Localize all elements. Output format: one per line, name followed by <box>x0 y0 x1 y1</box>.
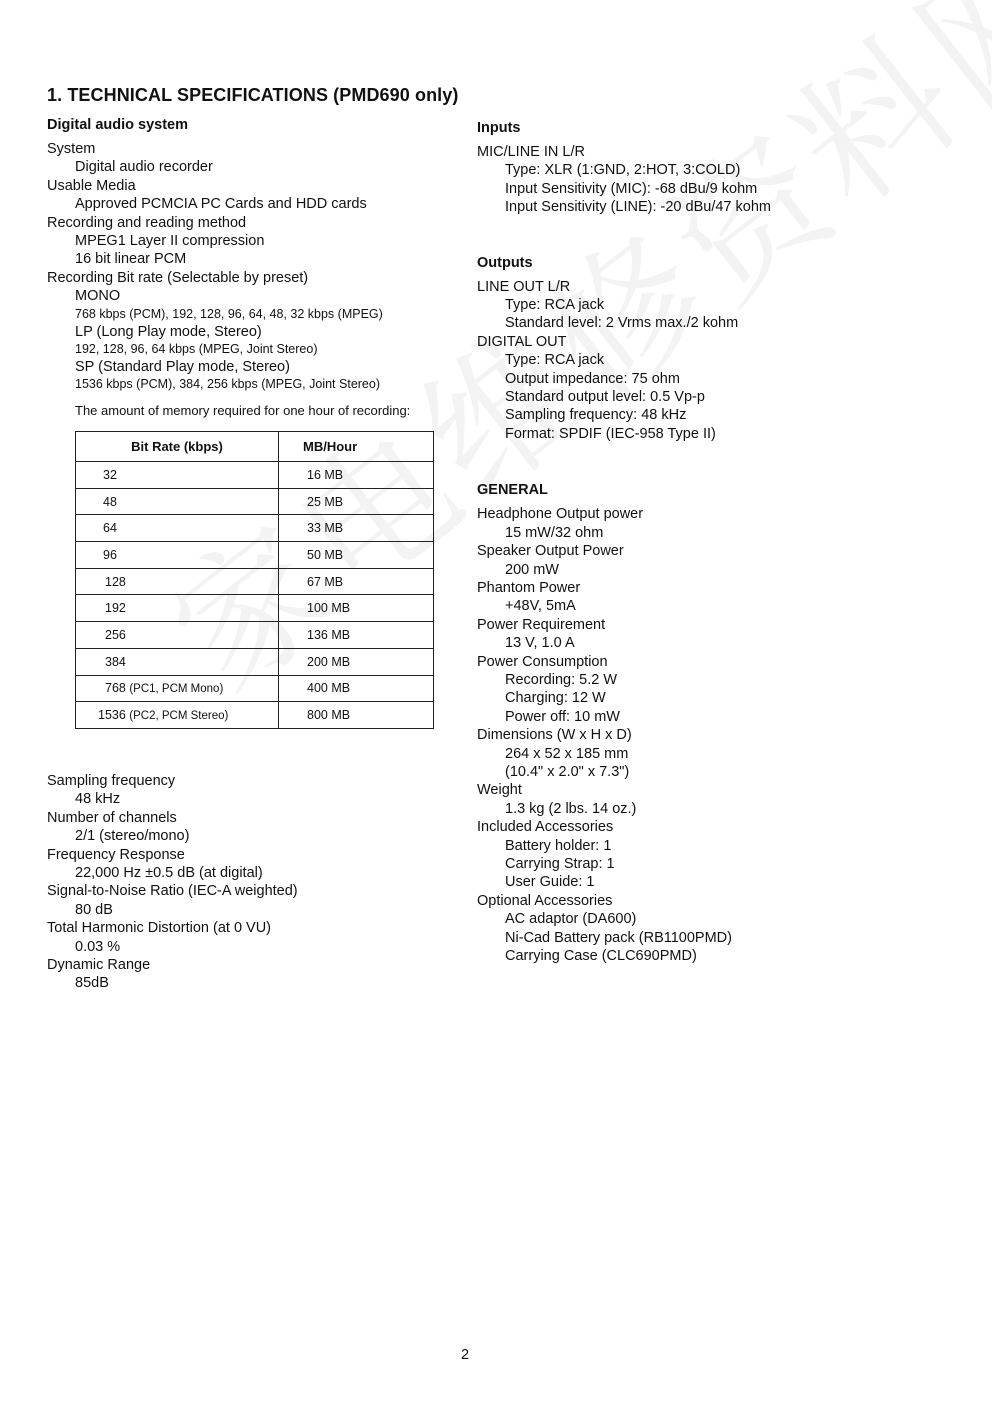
snr-label: Signal-to-Noise Ratio (IEC-A weighted) <box>47 883 298 900</box>
audio-performance-section <box>47 772 447 993</box>
line-out-level: Standard level: 2 Vrms max./2 kohm <box>505 315 739 332</box>
digital-audio-heading: Digital audio system <box>47 117 189 133</box>
sp-label: SP (Standard Play mode, Stereo) <box>75 358 290 375</box>
bitrate-cell <box>76 675 279 702</box>
mb-cell: 25 MB <box>279 488 434 515</box>
bitrate-note: (PC1, PCM Mono) <box>129 683 224 696</box>
inputs-heading: Inputs <box>477 120 521 136</box>
sampling-value: 48 kHz <box>75 791 121 808</box>
table-row <box>76 542 434 569</box>
media-label: Usable Media <box>47 177 136 194</box>
bitrate-cell: 384 <box>76 648 279 675</box>
mic-type: Type: XLR (1:GND, 2:HOT, 3:COLD) <box>505 162 741 179</box>
bitrate-cell <box>76 702 279 729</box>
mb-cell: 16 MB <box>279 462 434 489</box>
digital-audio-section <box>47 116 447 420</box>
freq-label: Frequency Response <box>47 846 185 863</box>
lp-label: LP (Long Play mode, Stereo) <box>75 323 262 340</box>
optional-accessory-item: Carrying Case (CLC690PMD) <box>505 948 697 965</box>
table-row <box>76 515 434 542</box>
bitrate-cell: 256 <box>76 622 279 649</box>
bitrate-cell: 128 <box>76 568 279 595</box>
mb-cell: 50 MB <box>279 542 434 569</box>
sp-rates: 1536 kbps (PCM), 384, 256 kbps (MPEG, Joint Stereo) <box>75 377 380 392</box>
speaker-label: Speaker Output Power <box>477 543 624 560</box>
power-requirement-label: Power Requirement <box>477 616 606 633</box>
line-out-label: LINE OUT L/R <box>477 278 571 295</box>
bitrate-cell: 64 <box>76 515 279 542</box>
digital-out-sampling: Sampling frequency: 48 kHz <box>505 407 687 424</box>
dimensions-inch: (10.4" x 2.0" x 7.3") <box>505 763 630 780</box>
system-label: System <box>47 141 96 157</box>
method-value-1: MPEG1 Layer II compression <box>75 233 265 250</box>
snr-value: 80 dB <box>75 901 113 918</box>
line-sensitivity: Input Sensitivity (LINE): -20 dBu/47 kohm <box>505 199 771 216</box>
consumption-off: Power off: 10 mW <box>505 708 620 725</box>
bitrate-value: 1536 <box>98 708 126 723</box>
included-accessories-label: Included Accessories <box>477 819 614 836</box>
method-label: Recording and reading method <box>47 214 247 231</box>
headphone-value: 15 mW/32 ohm <box>505 524 604 541</box>
table-row <box>76 568 434 595</box>
channels-value: 2/1 (stereo/mono) <box>75 828 190 845</box>
speaker-value: 200 mW <box>505 561 559 578</box>
channels-label: Number of channels <box>47 809 177 826</box>
power-consumption-label: Power Consumption <box>477 653 608 670</box>
consumption-recording: Recording: 5.2 W <box>505 671 618 688</box>
column-header-bitrate: Bit Rate (kbps) <box>76 432 279 462</box>
freq-value: 22,000 Hz ±0.5 dB (at digital) <box>75 865 263 882</box>
table-row <box>76 488 434 515</box>
digital-out-label: DIGITAL OUT <box>477 333 567 350</box>
table-header-row <box>76 432 434 462</box>
mic-line-label: MIC/LINE IN L/R <box>477 144 585 160</box>
method-value-2: 16 bit linear PCM <box>75 251 187 268</box>
mono-label: MONO <box>75 288 121 305</box>
page-title: 1. TECHNICAL SPECIFICATIONS (PMD690 only) <box>47 85 459 105</box>
dimensions-label: Dimensions (W x H x D) <box>477 727 632 744</box>
bitrate-label: Recording Bit rate (Selectable by preset) <box>47 269 309 286</box>
line-out-type: Type: RCA jack <box>505 297 605 314</box>
bitrate-note: (PC2, PCM Stereo) <box>129 710 229 723</box>
digital-out-type: Type: RCA jack <box>505 352 605 369</box>
sampling-label: Sampling frequency <box>47 773 176 789</box>
optional-accessory-item: AC adaptor (DA600) <box>505 911 637 928</box>
outputs-heading: Outputs <box>477 254 533 271</box>
system-value: Digital audio recorder <box>75 159 213 176</box>
mb-cell: 136 MB <box>279 622 434 649</box>
bitrate-value: 768 <box>105 681 126 696</box>
accessory-item: User Guide: 1 <box>505 874 595 891</box>
mic-sensitivity: Input Sensitivity (MIC): -68 dBu/9 kohm <box>505 180 758 197</box>
bitrate-cell: 96 <box>76 542 279 569</box>
lp-rates: 192, 128, 96, 64 kbps (MPEG, Joint Stereo) <box>75 341 318 356</box>
column-header-mbhour: MB/Hour <box>279 432 434 462</box>
table-row <box>76 675 434 702</box>
thd-label: Total Harmonic Distortion (at 0 VU) <box>47 920 272 937</box>
table-row <box>76 462 434 489</box>
accessory-item: Battery holder: 1 <box>505 837 612 854</box>
digital-out-format: Format: SPDIF (IEC-958 Type II) <box>505 425 716 442</box>
digital-out-impedance: Output impedance: 75 ohm <box>505 370 680 387</box>
optional-accessories-label: Optional Accessories <box>477 892 613 909</box>
bitrate-cell: 32 <box>76 462 279 489</box>
bitrate-cell: 48 <box>76 488 279 515</box>
dynamic-range-label: Dynamic Range <box>47 957 151 974</box>
table-row <box>76 622 434 649</box>
mb-cell: 200 MB <box>279 648 434 675</box>
general-heading: GENERAL <box>477 482 548 499</box>
thd-value: 0.03 % <box>75 938 121 955</box>
optional-accessory-item: Ni-Cad Battery pack (RB1100PMD) <box>505 929 732 946</box>
table-row <box>76 702 434 729</box>
memory-note: The amount of memory required for one hour of recording: <box>75 403 411 419</box>
phantom-label: Phantom Power <box>477 579 581 596</box>
dimensions-mm: 264 x 52 x 185 mm <box>505 745 629 762</box>
mb-cell: 100 MB <box>279 595 434 622</box>
headphone-label: Headphone Output power <box>477 506 644 523</box>
mb-cell: 67 MB <box>279 568 434 595</box>
power-requirement-value: 13 V, 1.0 A <box>505 635 575 652</box>
mono-rates: 768 kbps (PCM), 192, 128, 96, 64, 48, 32 kbps (MPEG) <box>75 306 383 321</box>
table-row <box>76 595 434 622</box>
consumption-charging: Charging: 12 W <box>505 690 606 707</box>
digital-out-level: Standard output level: 0.5 Vp-p <box>505 389 705 406</box>
mb-cell: 400 MB <box>279 675 434 702</box>
accessory-item: Carrying Strap: 1 <box>505 856 615 872</box>
table-row <box>76 648 434 675</box>
io-general-section <box>477 119 897 965</box>
memory-table <box>75 431 434 729</box>
bitrate-cell: 192 <box>76 595 279 622</box>
mb-cell: 800 MB <box>279 702 434 729</box>
dynamic-range-value: 85dB <box>75 975 109 992</box>
page-number: 2 <box>460 1347 470 1363</box>
mb-cell: 33 MB <box>279 515 434 542</box>
media-value: Approved PCMCIA PC Cards and HDD cards <box>75 196 367 213</box>
weight-label: Weight <box>477 782 522 799</box>
weight-value: 1.3 kg (2 lbs. 14 oz.) <box>505 800 637 817</box>
phantom-value: +48V, 5mA <box>505 598 576 615</box>
